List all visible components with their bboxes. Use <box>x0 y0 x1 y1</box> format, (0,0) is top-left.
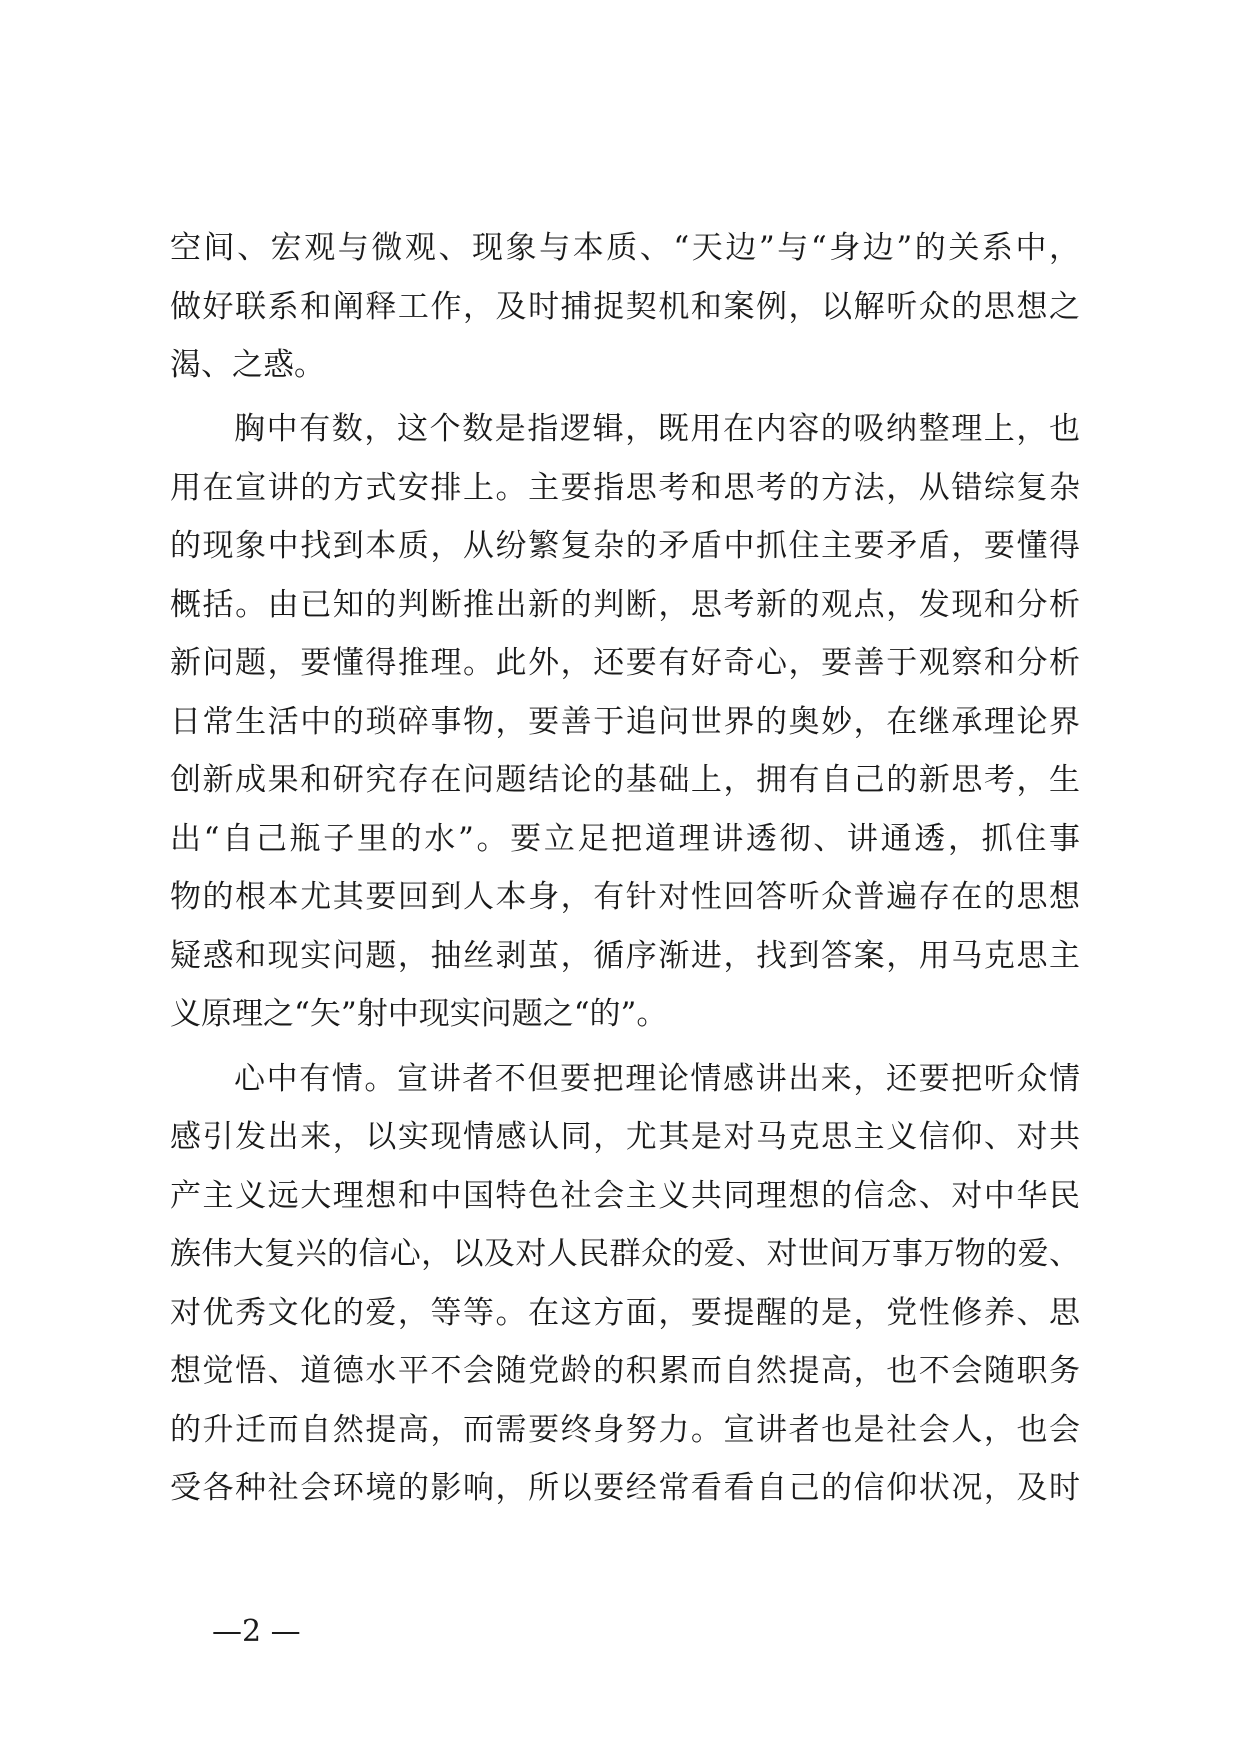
text-line: 概括。由已知的判断推出新的判断，思考新的观点，发现和分析 <box>170 587 1080 623</box>
text-line: 用在宣讲的方式安排上。主要指思考和思考的方法，从错综复杂 <box>170 470 1080 506</box>
text-line: 对优秀文化的爱，等等。在这方面，要提醒的是，党性修养、思 <box>170 1295 1080 1331</box>
text-line: 新问题，要懂得推理。此外，还要有好奇心，要善于观察和分析 <box>170 645 1080 681</box>
text-line: 空间、宏观与微观、现象与本质、“天边”与“身边”的关系中， <box>170 230 1080 266</box>
text-line: 义原理之“矢”射中现实问题之“的”。 <box>170 996 668 1032</box>
text-line: 想觉悟、道德水平不会随党龄的积累而自然提高，也不会随职务 <box>170 1353 1080 1389</box>
page-number: —2 — <box>212 1614 301 1649</box>
text-line: 心中有情。宣讲者不但要把理论情感讲出来，还要把听众情 <box>234 1061 1080 1097</box>
text-line: 胸中有数，这个数是指逻辑，既用在内容的吸纳整理上，也 <box>234 411 1080 447</box>
text-line: 感引发出来，以实现情感认同，尤其是对马克思主义信仰、对共 <box>170 1119 1080 1155</box>
text-line: 物的根本尤其要回到人本身，有针对性回答听众普遍存在的思想 <box>170 879 1080 915</box>
text-line: 的升迁而自然提高，而需要终身努力。宣讲者也是社会人，也会 <box>170 1412 1080 1448</box>
text-line: 出“自己瓶子里的水”。要立足把道理讲透彻、讲通透，抓住事 <box>170 821 1080 857</box>
text-line: 的现象中找到本质，从纷繁复杂的矛盾中抓住主要矛盾，要懂得 <box>170 528 1080 564</box>
text-line: 渴、之惑。 <box>170 347 325 383</box>
text-line: 做好联系和阐释工作，及时捕捉契机和案例，以解听众的思想之 <box>170 289 1080 325</box>
text-line: 产主义远大理想和中国特色社会主义共同理想的信念、对中华民 <box>170 1178 1080 1214</box>
text-line: 创新成果和研究存在问题结论的基础上，拥有自己的新思考，生 <box>170 762 1080 798</box>
text-line: 日常生活中的琐碎事物，要善于追问世界的奥妙，在继承理论界 <box>170 704 1080 740</box>
text-line: 受各种社会环境的影响，所以要经常看看自己的信仰状况，及时 <box>170 1470 1080 1506</box>
text-line: 疑惑和现实问题，抽丝剥茧，循序渐进，找到答案，用马克思主 <box>170 938 1080 974</box>
text-line: 族伟大复兴的信心，以及对人民群众的爱、对世间万事万物的爱、 <box>170 1236 1080 1272</box>
